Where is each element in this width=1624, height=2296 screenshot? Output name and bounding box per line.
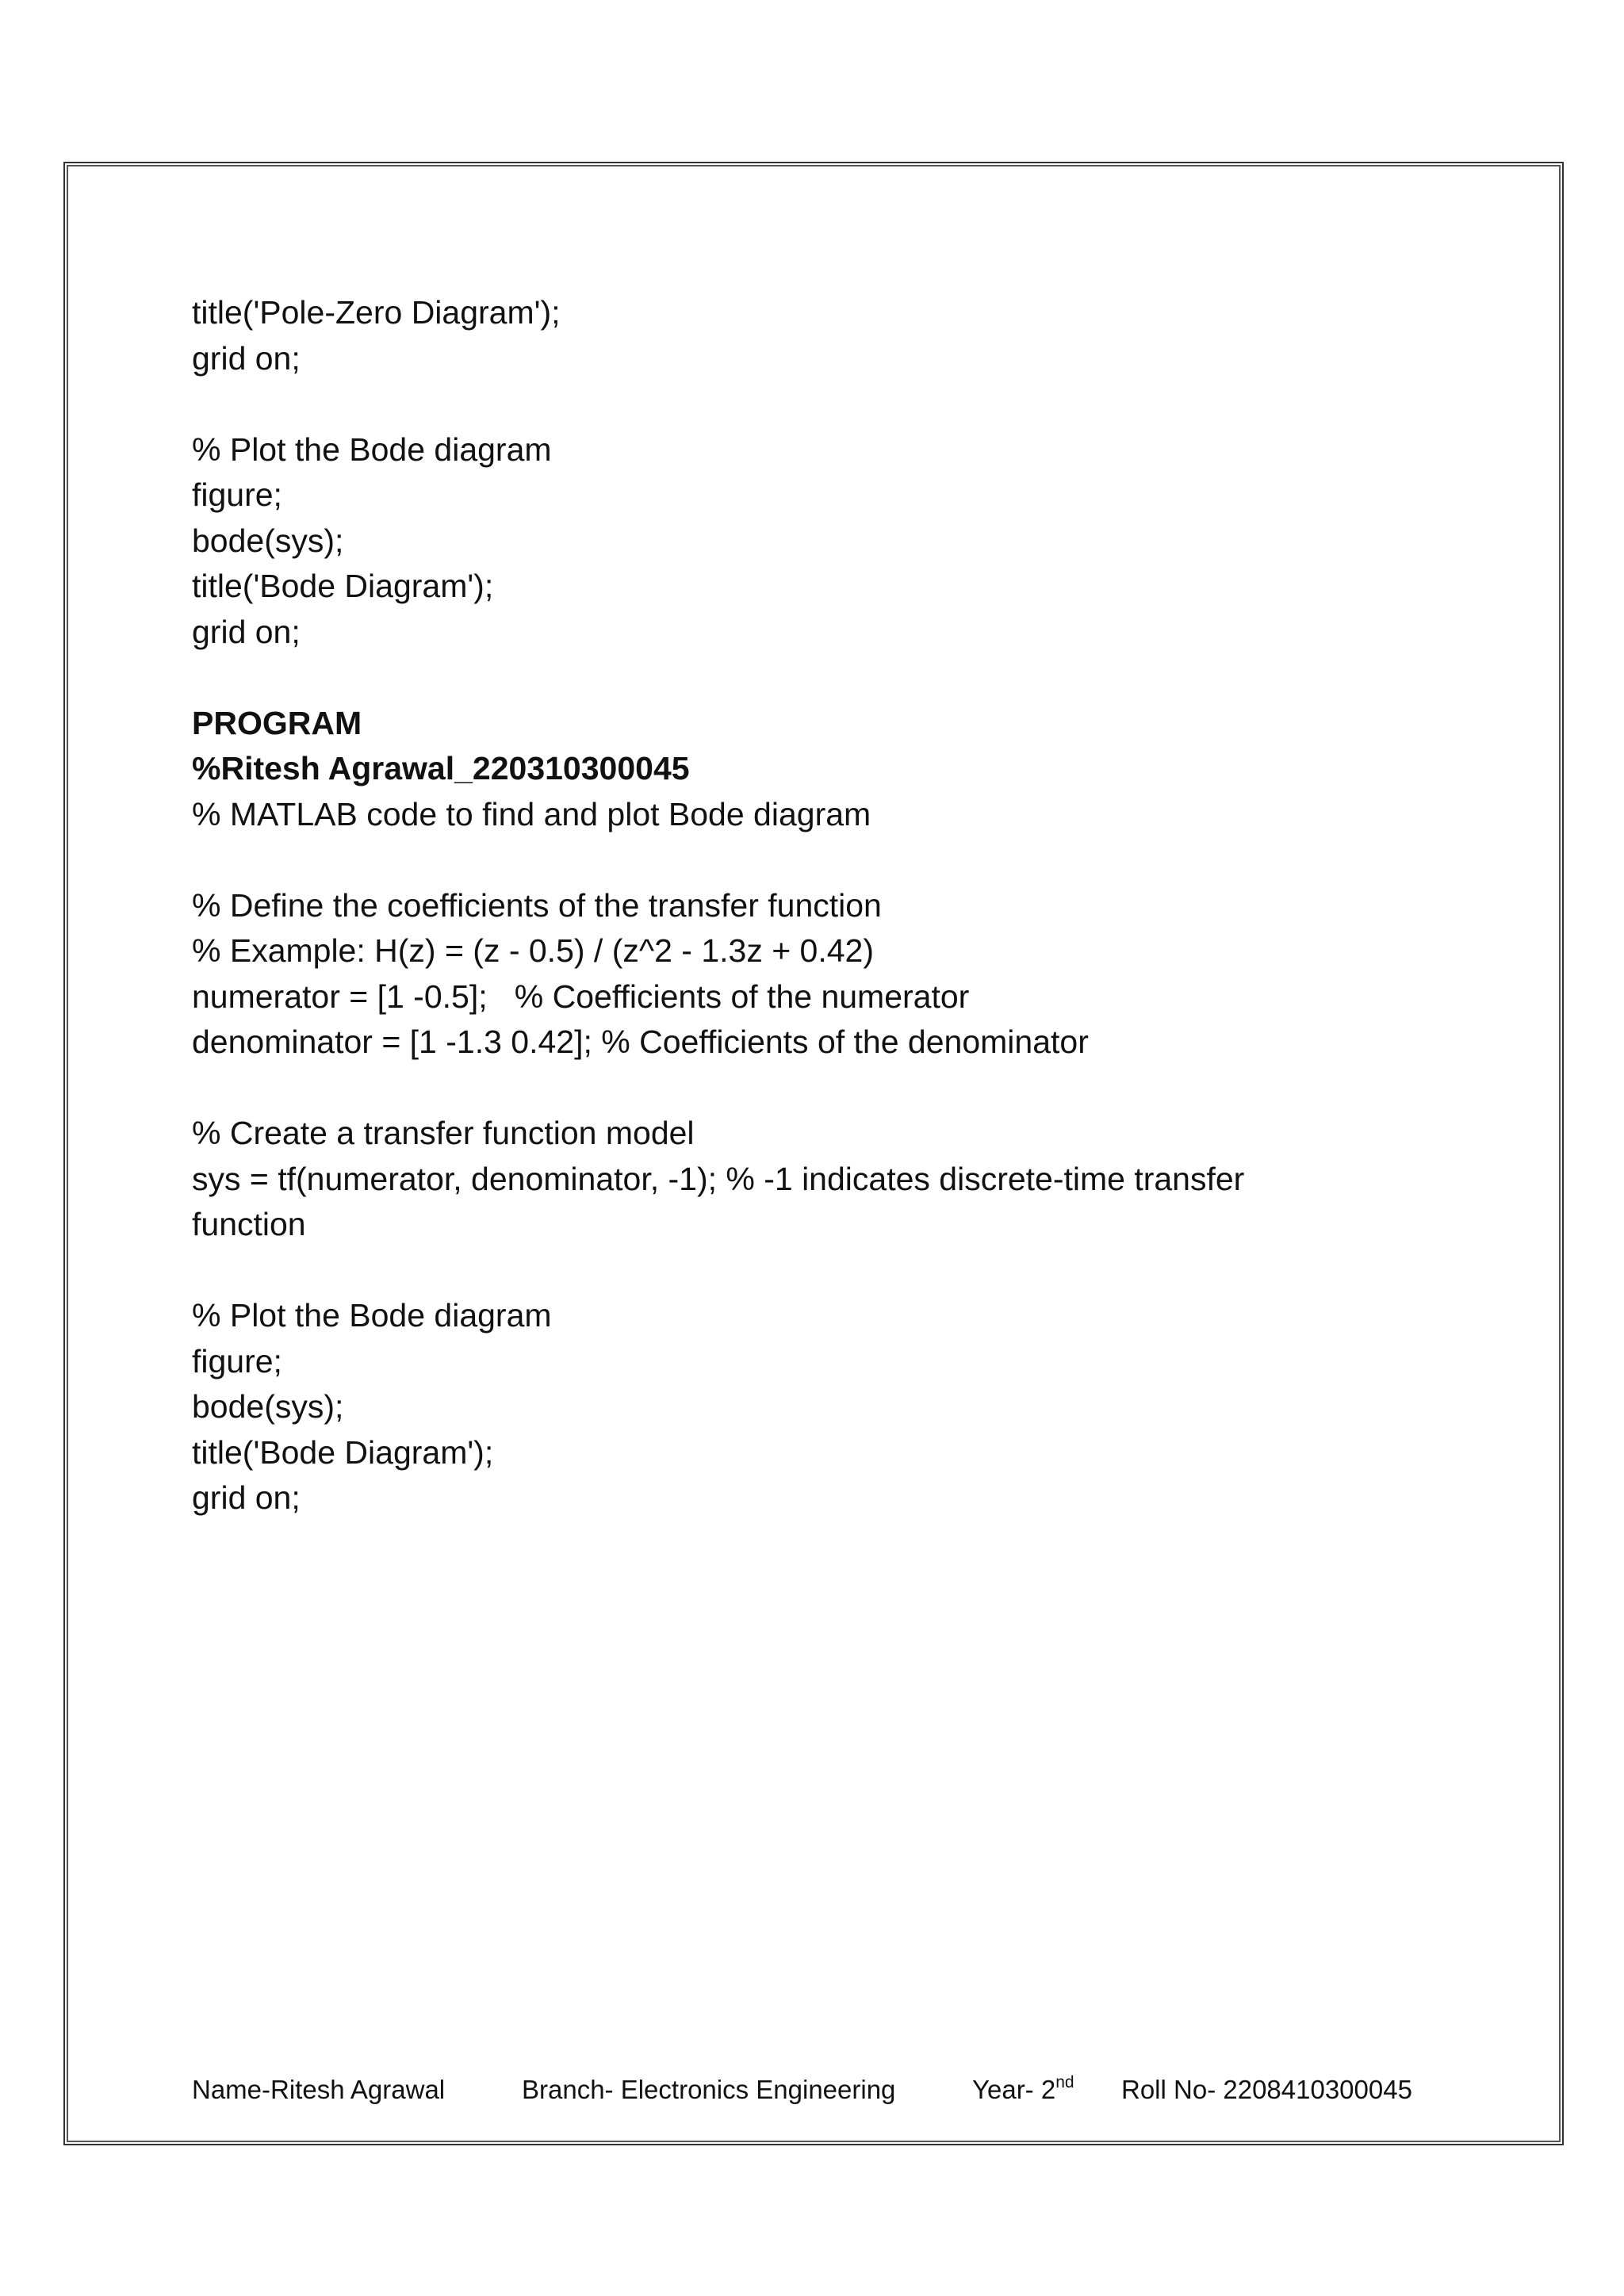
code-line: denominator = [1 -1.3 0.42]; % Coefficients of the denominator	[192, 1024, 1089, 1060]
code-line: sys = tf(numerator, denominator, -1); % -1 indicates discrete-time transfer	[192, 1160, 1245, 1197]
code-line: figure;	[192, 1342, 282, 1380]
code-line: grid on;	[192, 613, 301, 650]
code-line-blank	[192, 655, 1477, 701]
program-heading: PROGRAM	[192, 704, 362, 741]
footer-roll: Roll No- 2208410300045	[1121, 2075, 1412, 2104]
footer-year	[972, 2074, 1074, 2106]
footer-branch: Branch- Electronics Engineering	[522, 2075, 896, 2104]
footer-name: Name-Ritesh Agrawal	[192, 2075, 446, 2104]
code-line: % MATLAB code to find and plot Bode diagram	[192, 795, 871, 832]
page-footer	[0, 2074, 1624, 2106]
footer-year-prefix: Year- 2	[972, 2075, 1056, 2104]
code-line-blank	[192, 1248, 1477, 1294]
code-line: bode(sys);	[192, 1388, 344, 1425]
code-line: figure;	[192, 476, 282, 513]
code-line: % Create a transfer function model	[192, 1115, 695, 1151]
code-line: function	[192, 1206, 306, 1242]
code-line: % Define the coefficients of the transfer function	[192, 886, 882, 924]
code-content	[192, 290, 1477, 1521]
code-line: grid on;	[192, 1479, 301, 1516]
code-line: % Plot the Bode diagram	[192, 1297, 552, 1334]
footer-year-suffix: nd	[1055, 2073, 1074, 2091]
code-line-blank	[192, 381, 1477, 427]
author-line: %Ritesh Agrawal_220310300045	[192, 750, 690, 786]
code-line: numerator = [1 -0.5]; % Coefficients of the numerator	[192, 978, 970, 1015]
code-line: grid on;	[192, 339, 301, 377]
code-line: title('Bode Diagram');	[192, 568, 494, 604]
code-line: bode(sys);	[192, 522, 344, 559]
code-line: % Plot the Bode diagram	[192, 430, 552, 468]
code-line: % Example: H(z) = (z - 0.5) / (z^2 - 1.3z + 0.42)	[192, 932, 874, 969]
code-line-blank	[192, 837, 1477, 883]
code-line: title('Bode Diagram');	[192, 1433, 494, 1471]
code-line-blank	[192, 1066, 1477, 1112]
code-line: title('Pole-Zero Diagram');	[192, 294, 561, 331]
